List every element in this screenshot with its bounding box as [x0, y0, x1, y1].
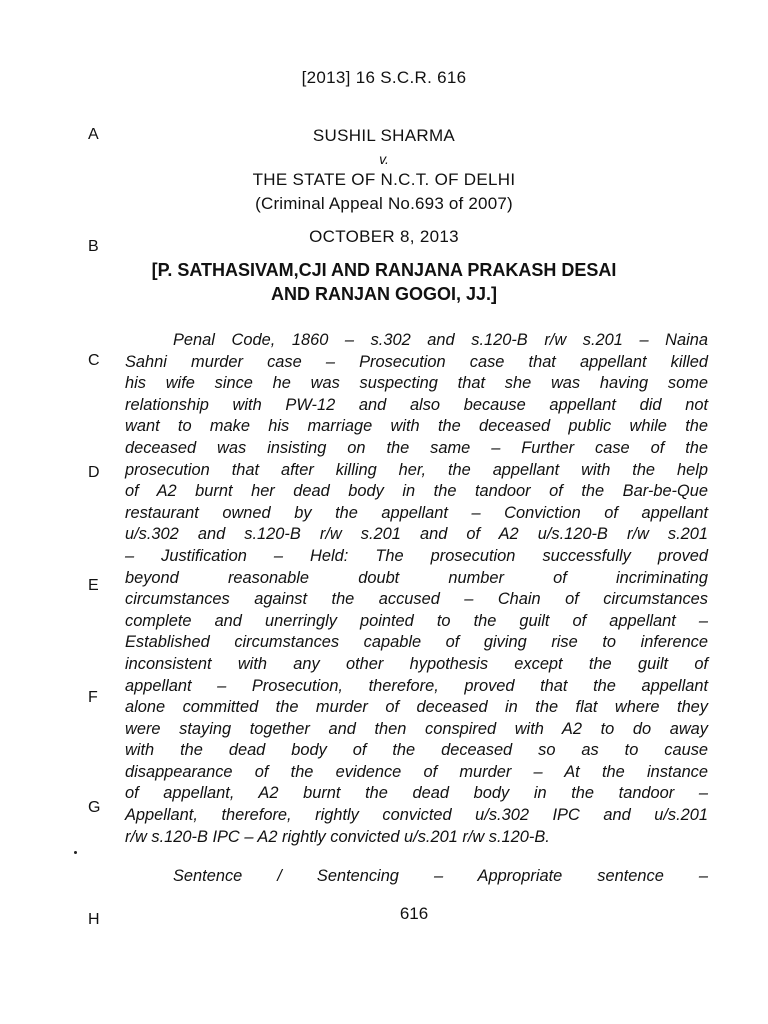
sentencing-paragraph — [125, 866, 708, 888]
headnote-line: disappearance of the evidence of murder – At the instance — [125, 762, 708, 781]
headnote-line: with the dead body of the deceased so as to cause — [125, 741, 708, 760]
headnote-line: beyond reasonable doubt number of incriminating — [125, 568, 708, 587]
headnote-line: circumstances against the accused – Chain of circumstances — [125, 590, 708, 609]
appellant-name: SUSHIL SHARMA — [312, 126, 456, 145]
headnote-line: restaurant owned by the appellant – Conviction of appellant — [125, 503, 708, 522]
judgment-date: OCTOBER 8, 2013 — [309, 227, 459, 246]
headnote-line: want to make his marriage with the deceased public while the — [125, 417, 708, 436]
headnote-paragraph — [125, 330, 708, 848]
margin-letter-b: B — [88, 238, 99, 255]
headnote-line: of A2 burnt her dead body in the tandoor of the Bar-be-Que — [125, 482, 708, 501]
scan-speck — [74, 851, 77, 854]
headnote-line: appellant – Prosecution, therefore, proved that the appellant — [125, 676, 708, 695]
respondent-name: THE STATE OF N.C.T. OF DELHI — [252, 170, 516, 189]
headnote-line: Established circumstances capable of giving rise to inference — [125, 633, 708, 652]
margin-letter-f: F — [88, 689, 98, 706]
margin-letter-g: G — [88, 799, 101, 816]
sentencing-line: Sentence / Sentencing – Appropriate sentence – — [173, 867, 708, 885]
headnote-line: were staying together and then conspired with A2 to do away — [125, 719, 708, 738]
headnote-line: – Justification – Held: The prosecution successfully proved — [125, 546, 708, 565]
headnote-line: of appellant, A2 burnt the dead body in the tandoor – — [125, 784, 708, 803]
headnote-line: inconsistent with any other hypothesis except the guilt of — [125, 654, 708, 673]
headnote-line: u/s.302 and s.120-B r/w s.201 and of A2 u/s.120-B r/w s.201 — [125, 525, 708, 544]
margin-letter-e: E — [88, 577, 99, 594]
headnote-line: deceased was insisting on the same – Further case of the — [125, 438, 708, 457]
margin-letter-h: H — [88, 911, 100, 928]
headnote-line: his wife since he was suspecting that she was having some — [125, 374, 708, 393]
headnote-line: alone committed the murder of deceased in the flat where they — [125, 698, 708, 717]
margin-letter-a: A — [88, 126, 99, 143]
versus-marker: v. — [379, 151, 389, 167]
headnote-line: Penal Code, 1860 – s.302 and s.120-B r/w s.201 – Naina — [173, 331, 708, 349]
headnote-line: complete and unerringly pointed to the guilt of appellant – — [125, 611, 708, 630]
headnote-line: prosecution that after killing her, the appellant with the help — [125, 460, 708, 479]
bench-line-2: AND RANJAN GOGOI, JJ.] — [270, 284, 498, 304]
headnote-line: r/w s.120-B IPC – A2 rightly convicted u/s.201 r/w s.120-B. — [125, 827, 550, 846]
report-citation: [2013] 16 S.C.R. 616 — [301, 68, 467, 87]
appeal-number: (Criminal Appeal No.693 of 2007) — [255, 194, 513, 213]
headnote-line: Sahni murder case – Prosecution case that appellant killed — [125, 352, 708, 371]
margin-letter-c: C — [88, 352, 100, 369]
headnote-line: relationship with PW-12 and also because appellant did not — [125, 395, 708, 414]
page-number: 616 — [399, 904, 429, 923]
bench-line-1: [P. SATHASIVAM,CJI AND RANJANA PRAKASH DESAI — [151, 260, 617, 280]
headnote-line: Appellant, therefore, rightly convicted u/s.302 IPC and u/s.201 — [125, 806, 708, 825]
margin-letter-d: D — [88, 464, 100, 481]
